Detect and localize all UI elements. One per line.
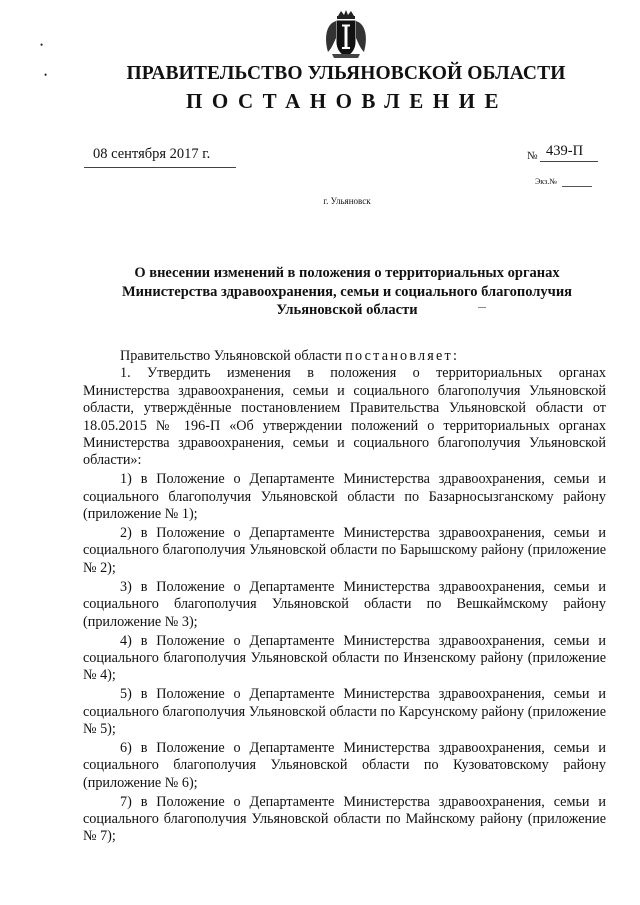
coat-of-arms-icon bbox=[322, 8, 370, 60]
margin-mark: • bbox=[40, 40, 44, 50]
clause-1: 1. Утвердить изменения в положения о территориальных органах Министерства здравоохранения, семьи и социального благополучия Ульяновской области, утверждённые постановлением Правительства Ульяновской области от 18.05.2015 № 196-П «Об утверждении положений о территориальных органах Министерства здравоохранения, семьи и социального благополучия Ульяновской области»: bbox=[83, 365, 606, 469]
clause-item: 6) в Положение о Департаменте Министерства здравоохранения, семьи и социального благополучия Ульяновской области по Кузоватовскому району (приложение № 6); bbox=[83, 739, 606, 791]
copy-number-line bbox=[562, 186, 592, 187]
margin-mark: • bbox=[44, 70, 48, 80]
date-underline bbox=[84, 167, 236, 168]
number-underline bbox=[540, 161, 598, 162]
title-line: Ульяновской области bbox=[276, 302, 418, 318]
number-sign: № bbox=[527, 150, 538, 162]
clause-item: 7) в Положение о Департаменте Министерства здравоохранения, семьи и социального благополучия Ульяновской области по Майнскому району (приложение № 7); bbox=[83, 793, 606, 845]
document-title bbox=[0, 264, 640, 320]
clause-item: 1) в Положение о Департаменте Министерства здравоохранения, семьи и социального благополучия Ульяновской области по Базарносызганскому району (приложение № 1); bbox=[83, 471, 606, 523]
preamble-prefix: Правительство Ульяновской области bbox=[120, 348, 346, 364]
document-type: ПОСТАНОВЛЕНИЕ bbox=[186, 89, 508, 113]
document-body bbox=[83, 348, 606, 846]
dash-mark bbox=[478, 307, 486, 308]
government-name: ПРАВИТЕЛЬСТВО УЛЬЯНОВСКОЙ ОБЛАСТИ bbox=[126, 63, 566, 84]
clause-item: 3) в Положение о Департаменте Министерства здравоохранения, семьи и социального благополучия Ульяновской области по Вешкаймскому району (приложение № 3); bbox=[83, 578, 606, 630]
title-line: Министерства здравоохранения, семьи и социального благополучия bbox=[121, 283, 573, 300]
clause-item: 4) в Положение о Департаменте Министерства здравоохранения, семьи и социального благополучия Ульяновской области по Инзенскому району (приложение № 4); bbox=[83, 632, 606, 684]
city: г. Ульяновск bbox=[323, 196, 371, 206]
document-number: 439-П bbox=[546, 143, 584, 159]
copy-number-label: Экз.№ bbox=[535, 177, 557, 186]
clause-item: 5) в Положение о Департаменте Министерства здравоохранения, семьи и социального благополучия Ульяновской области по Карсунскому району (приложение № 5); bbox=[83, 686, 606, 738]
preamble bbox=[83, 348, 606, 365]
document-date: 08 сентября 2017 г. bbox=[93, 146, 211, 162]
clause-item: 2) в Положение о Департаменте Министерства здравоохранения, семьи и социального благополучия Ульяновской области по Барышскому району (приложение № 2); bbox=[83, 525, 606, 576]
preamble-keyword: постановляет bbox=[345, 348, 453, 364]
preamble-suffix: : bbox=[452, 348, 457, 364]
title-line: О внесении изменений в положения о территориальных органах bbox=[134, 265, 560, 281]
